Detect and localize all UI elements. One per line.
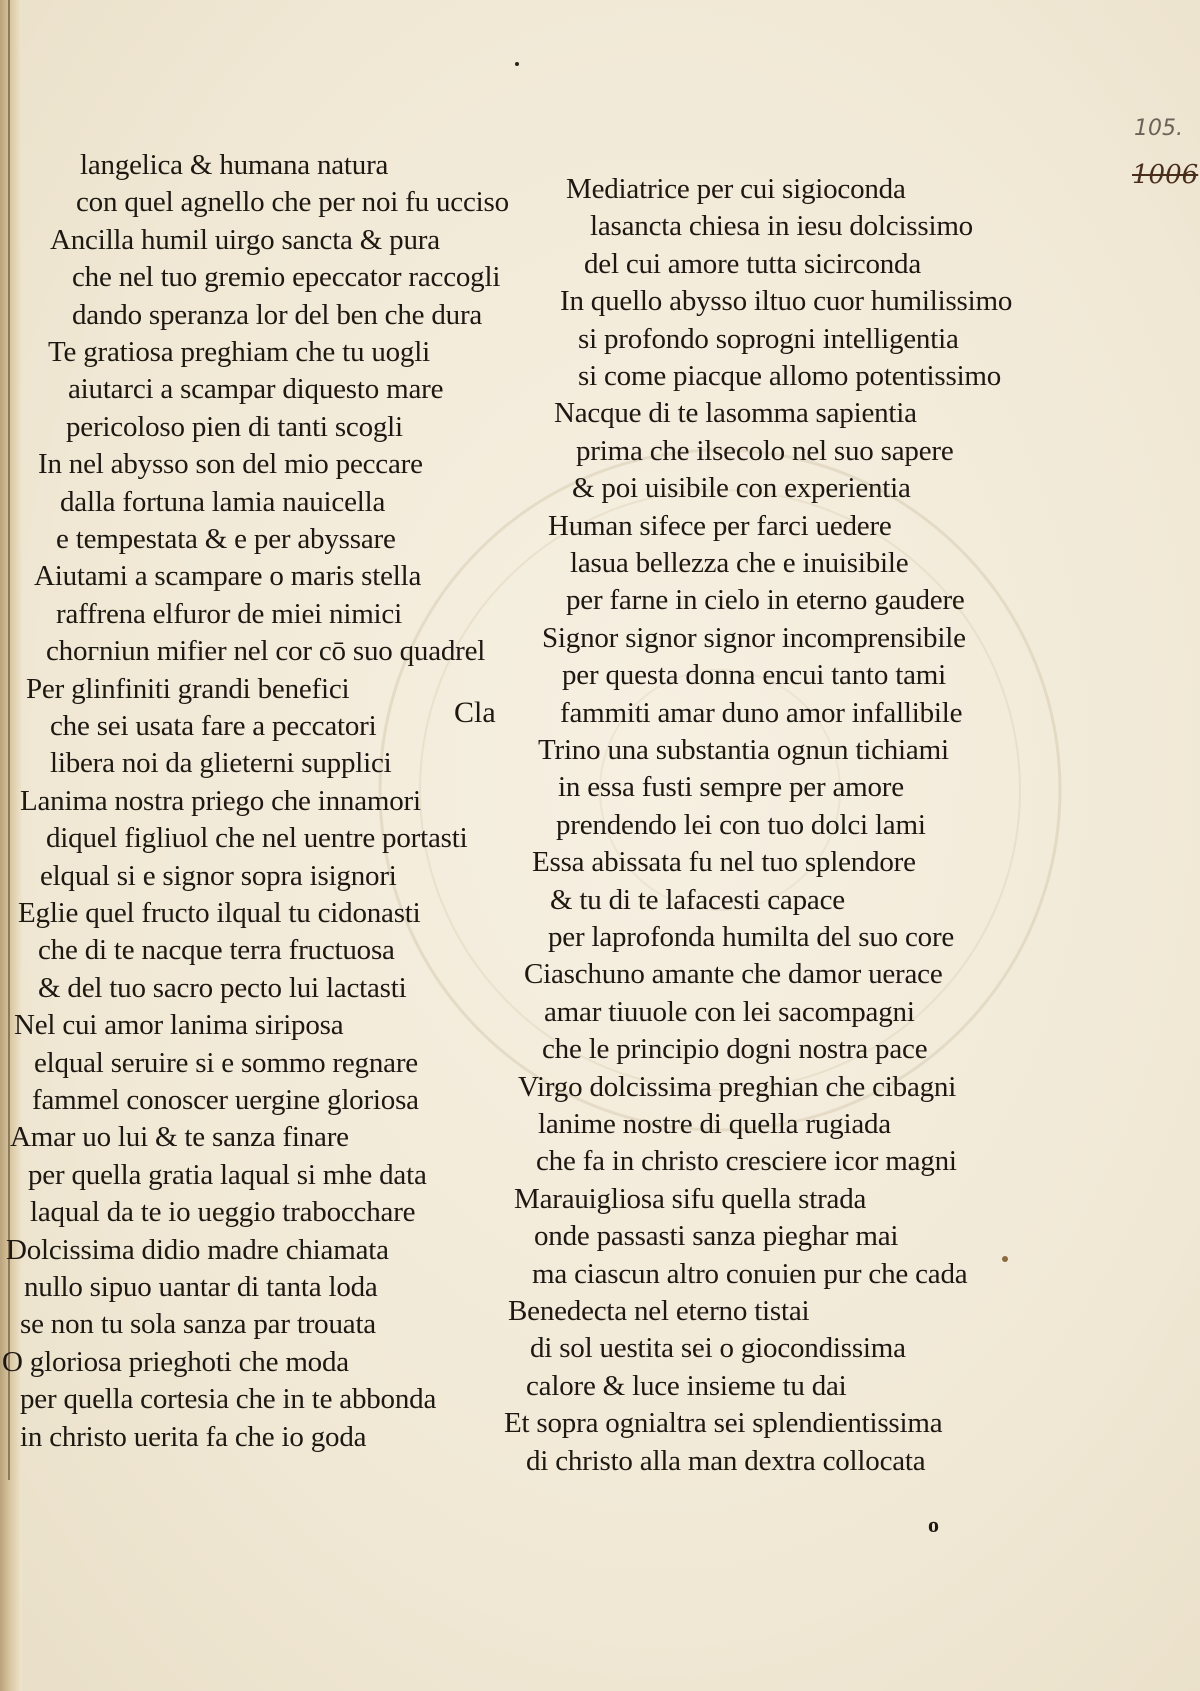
right-verse-line: calore & luce insieme tu dai — [526, 1370, 847, 1402]
right-verse-line: per questa donna encui tanto tami — [562, 659, 946, 691]
left-verse-line: laqual da te io ueggio trabocchare — [30, 1196, 416, 1228]
right-verse-line: si come piacque allomo potentissimo — [578, 360, 1002, 392]
left-verse-line: dalla fortuna lamia nauicella — [60, 486, 386, 518]
right-verse-line: per farne in cielo in eterno gaudere — [566, 584, 965, 616]
right-verse-line: Virgo dolcissima preghian che cibagni — [518, 1071, 957, 1103]
left-verse-line: In nel abysso son del mio peccare — [38, 448, 423, 480]
old-folio-number: 1006 — [1132, 160, 1199, 190]
left-verse-line: langelica & humana natura — [80, 149, 389, 181]
left-verse-line: Nel cui amor lanima siriposa — [14, 1009, 344, 1041]
left-verse-line: e tempestata & e per abyssare — [56, 523, 396, 555]
left-verse-line: elqual si e signor sopra isignori — [40, 860, 397, 892]
right-verse-line: di sol uestita sei o giocondissima — [530, 1332, 906, 1364]
right-verse-line: lasancta chiesa in iesu dolcissimo — [590, 210, 973, 242]
right-verse-line: In quello abysso iltuo cuor humilissimo — [560, 285, 1013, 317]
left-verse-line: per quella cortesia che in te abbonda — [20, 1383, 437, 1415]
right-verse-line: si profondo soprogni intelligentia — [578, 323, 959, 355]
right-verse-line: onde passasti sanza pieghar mai — [534, 1220, 899, 1252]
right-verse-line: Human sifece per farci uedere — [548, 510, 892, 542]
right-verse-line: prendendo lei con tuo dolci lami — [556, 809, 926, 841]
left-verse-line: O gloriosa prieghoti che moda — [2, 1346, 349, 1378]
right-verse-line: prima che ilsecolo nel suo sapere — [576, 435, 954, 467]
left-verse-line: Eglie quel fructo ilqual tu cidonasti — [18, 897, 421, 929]
left-verse-line: per quella gratia laqual si mhe data — [28, 1159, 427, 1191]
right-verse-line: & tu di te lafacesti capace — [550, 884, 845, 916]
left-verse-line: choгniun mifier nel cor cō suo quadrel — [46, 635, 486, 667]
right-verse-line: di christo alla man dextra collocata — [526, 1445, 926, 1477]
left-verse-line: diquel figliuol che nel uentre portasti — [46, 822, 468, 854]
left-verse-line: in christo uerita fa che io goda — [20, 1421, 367, 1453]
left-verse-line: Te gratiosa preghiam che tu uogli — [48, 336, 430, 368]
right-verse-line: amar tiuuole con lei sacompagni — [544, 996, 915, 1028]
left-verse-line: con quel agnello che per noi fu ucciso — [76, 186, 509, 218]
left-verse-line: nullo sipuo uantar di tanta loda — [24, 1271, 378, 1303]
right-verse-line: Trino una substantia ognun tichiami — [538, 734, 949, 766]
left-verse-line: Amar uo lui & te sanza finare — [10, 1121, 349, 1153]
right-verse-line: Essa abissata fu nel tuo splendore — [532, 846, 916, 878]
right-verse-line: Signor signor signor incomprensibile — [542, 622, 966, 654]
ink-speck — [1002, 1256, 1008, 1262]
left-verse-line: libera noi da glieterni supplici — [50, 747, 392, 779]
right-verse-line: Ciaschuno amante che damor uerace — [524, 958, 943, 990]
right-verse-line: Benedecta nel eterno tistai — [508, 1295, 810, 1327]
folio-number: 105. — [1134, 116, 1183, 141]
right-verse-line: che le principio dogni nostra pace — [542, 1033, 928, 1065]
left-verse-line: Per glinfiniti grandi benefici — [26, 673, 350, 705]
right-verse-line: Marauigliosa sifu quella strada — [514, 1183, 867, 1215]
right-verse-line: Et sopra ognialtra sei splendientissima — [504, 1407, 943, 1439]
left-verse-line: che nel tuo gremio epeccator raccogli — [72, 261, 501, 293]
left-verse-line: che di te nacque terra fructuosa — [38, 934, 395, 966]
right-verse-line: ma ciascun altro conuien pur che cada — [532, 1258, 968, 1290]
right-verse-line: del cui amore tutta sicirconda — [584, 248, 922, 280]
left-verse-line: raffrena elfuror de miei nimici — [56, 598, 402, 630]
right-verse-line: & poi uisibile con experientia — [572, 472, 911, 504]
left-verse-line: Ancilla humil uirgo sancta & pura — [50, 224, 440, 256]
right-verse-line: fammiti amar duno amor infallibile — [560, 697, 963, 729]
right-verse-line: Mediatrice per cui sigioconda — [566, 173, 906, 205]
right-verse-line: che fa in christo cresciere icor magni — [536, 1145, 957, 1177]
right-verse-line: lasua bellezza che e inuisibile — [570, 547, 909, 579]
left-verse-line: Lanima nostra priego che innamori — [20, 785, 421, 817]
right-verse-line: Nacque di te lasomma sapientia — [554, 397, 917, 429]
ink-speck — [515, 62, 519, 66]
right-verse-line: per laprofonda humilta del suo core — [548, 921, 955, 953]
left-verse-line: Dolcissima didio madre chiamata — [6, 1234, 389, 1266]
page-binding-edge — [0, 0, 22, 1691]
left-verse-line: & del tuo sacro pecto lui lactasti — [38, 972, 407, 1004]
catchword: o — [928, 1512, 939, 1537]
left-verse-line: dando speranza lor del ben che dura — [72, 299, 483, 331]
left-verse-line: aiutarci a scampar diquesto mare — [68, 373, 444, 405]
left-verse-line: che sei usata fare a peccatori — [50, 710, 377, 742]
marginal-mark: Cla — [454, 696, 496, 729]
left-verse-line: pericoloso pien di tanti scogli — [66, 411, 403, 443]
left-verse-line: fammel conoscer uergine gloriosa — [32, 1084, 419, 1116]
left-verse-line: Aiutami a scampare o maris stella — [34, 560, 422, 592]
right-verse-line: in essa fusti sempre per amore — [558, 771, 904, 803]
left-verse-line: elqual seruire si e sommo regnare — [34, 1047, 418, 1079]
right-verse-line: lanime nostre di quella rugiada — [538, 1108, 891, 1140]
left-verse-line: se non tu sola sanza par trouata — [20, 1308, 376, 1340]
